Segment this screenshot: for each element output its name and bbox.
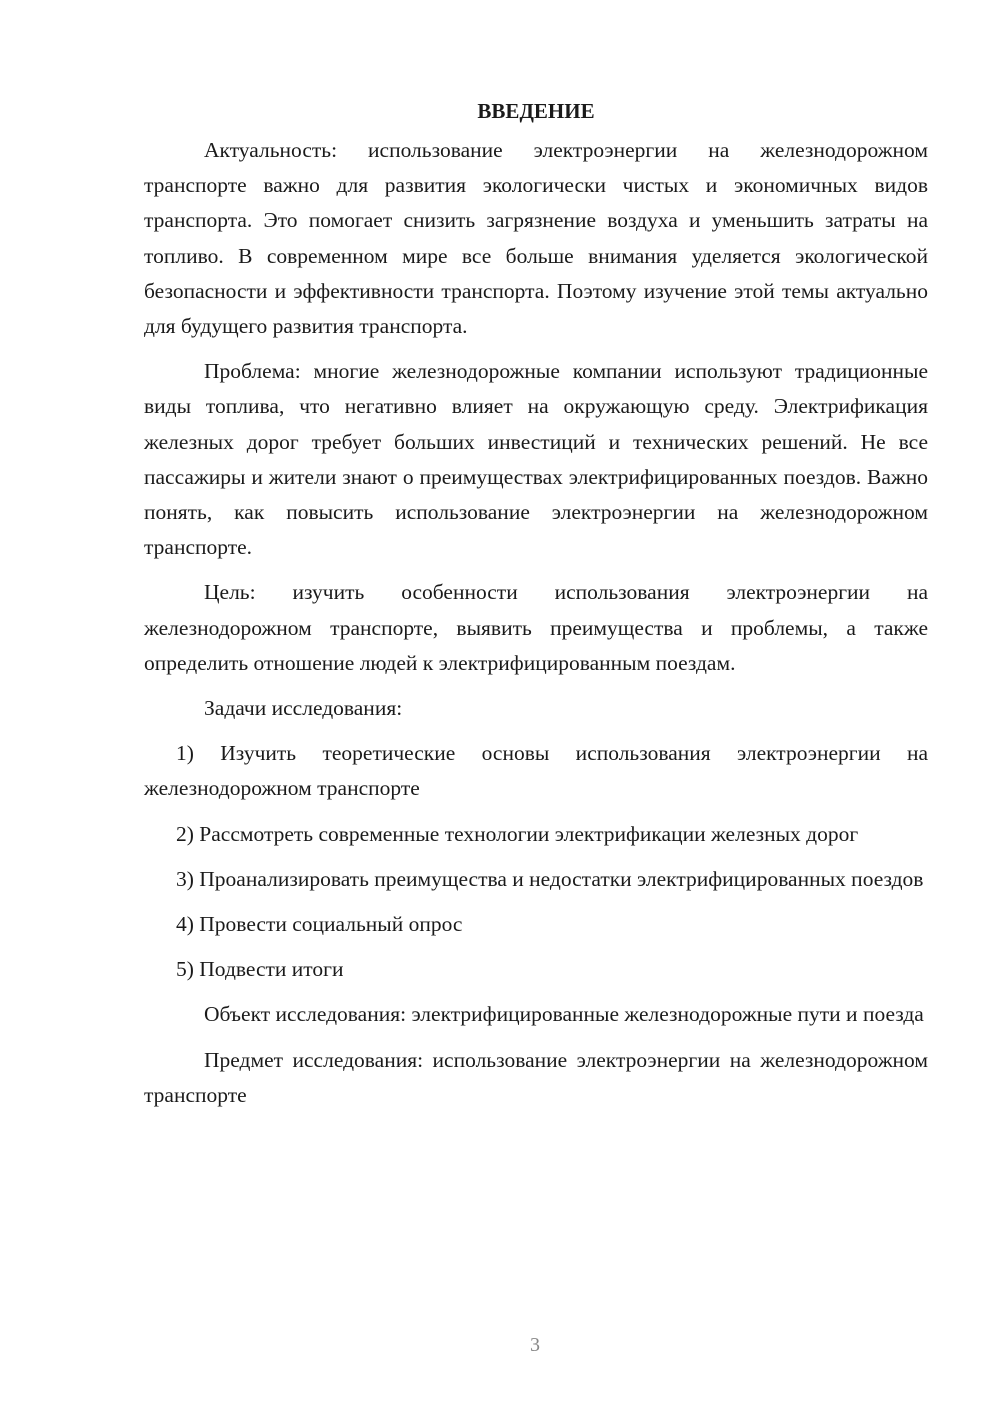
task-item-2: 2) Рассмотреть современные технологии электрификации железных дорог <box>176 821 859 846</box>
page-number: 3 <box>530 1334 540 1356</box>
paragraph-relevance: Актуальность: использование электроэнергии на железнодорожном транспорте важно для развития экологически чистых и экономичных видов транспорта. Это помогает снизить загрязнение воздуха и уменьшить затраты на топливо. В современном мире все больше внимания уделяется экологической безопасности и эффективности транспорта. Поэтому изучение этой темы актуально для будущего развития транспорта. <box>144 138 928 339</box>
task-item-3: 3) Проанализировать преимущества и недостатки электрифицированных поездов <box>176 866 924 891</box>
paragraph-problem: Проблема: многие железнодорожные компании используют традиционные виды топлива, что негативно влияет на окружающую среду. Электрификация железных дорог требует больших инвестиций и технических решений. Не все пассажиры и жители знают о преимуществах электрифицированных поездов. Важно понять, как повысить использование электроэнергии на железнодорожном транспорте. <box>144 359 928 560</box>
document-page <box>144 96 928 1396</box>
paragraph-object: Объект исследования: электрифицированные железнодорожные пути и поезда <box>204 1002 924 1027</box>
tasks-heading: Задачи исследования: <box>204 696 403 721</box>
task-item-1: 1) Изучить теоретические основы использования электроэнергии на железнодорожном транспорте <box>144 741 928 801</box>
paragraph-subject: Предмет исследования: использование электроэнергии на железнодорожном транспорте <box>144 1047 928 1107</box>
task-item-5: 5) Подвести итоги <box>176 957 344 982</box>
paragraph-goal: Цель: изучить особенности использования электроэнергии на железнодорожном транспорте, выявить преимущества и проблемы, а также определить отношение людей к электрифицированным поездам. <box>144 580 928 675</box>
task-item-4: 4) Провести социальный опрос <box>176 912 463 937</box>
page-title: ВВЕДЕНИЕ <box>477 99 595 123</box>
